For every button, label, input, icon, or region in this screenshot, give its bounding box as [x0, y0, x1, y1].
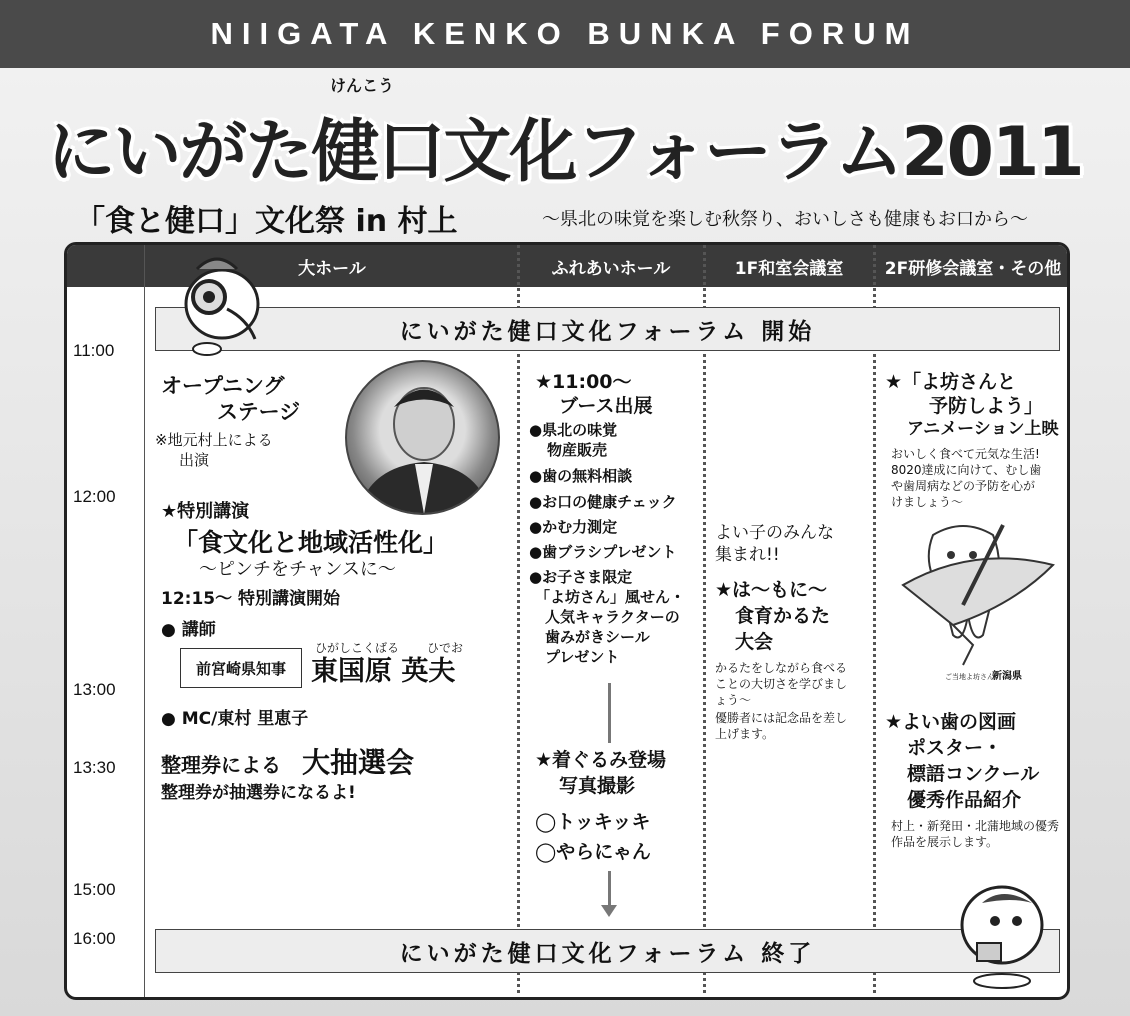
column-header-fureai-hall: ふれあいホール	[551, 258, 671, 279]
karuta-title-3: 大会	[735, 631, 774, 653]
lecturer-name: 東国原 英夫	[311, 656, 456, 687]
anime-title-2: 予防しよう」	[929, 395, 1044, 417]
booth-item: ●歯の無料相談	[529, 467, 633, 485]
karuta-call: よい子のみんな	[715, 523, 834, 543]
karuta-title: ★は～もに～	[715, 579, 828, 601]
opening-stage-title-2: ステージ	[217, 400, 301, 424]
poster-title-3: 標語コンクール	[907, 763, 1040, 785]
poster-desc: 村上・新発田・北蒲地域の優秀	[891, 819, 1060, 833]
karuta-desc: ょう～	[715, 693, 752, 707]
prefecture-logo: 新潟県	[992, 671, 1022, 682]
lecturer-photo	[345, 360, 500, 515]
tagline: ～県北の味覚を楽しむ秋祭り、おいしさも健康もお口から～	[542, 209, 1028, 230]
booth-item: 人気キャラクターの	[545, 608, 680, 626]
booth-title: ブース出展	[559, 395, 653, 417]
booth-item: ●県北の味覚	[529, 421, 618, 439]
time-label: 13:00	[73, 680, 116, 699]
mc-name: ● MC/東村 里恵子	[161, 709, 309, 729]
opening-stage-title: オープニング	[161, 374, 285, 398]
forum-english-title: NIIGATA KENKO BUNKA FORUM	[210, 16, 920, 51]
column-header-main-hall: 大ホール	[298, 258, 366, 279]
column-divider	[703, 245, 706, 1000]
arrow-line	[608, 871, 611, 905]
mascot-toothbrush-illustration	[947, 873, 1057, 991]
poster-title-2: ポスター・	[907, 737, 1003, 759]
mascot-caption: ご当地よ坊さん	[945, 673, 994, 681]
poster-desc: 作品を展示します。	[891, 835, 999, 849]
anime-desc: おいしく食べて元気な生活!	[891, 447, 1040, 461]
column-header-washitsu: 1F和室会議室	[734, 258, 844, 279]
lecturer-label: ● 講師	[161, 620, 216, 640]
booth-item: ●お口の健康チェック	[529, 493, 677, 511]
anime-desc: や歯周病などの予防を心が	[891, 479, 1036, 493]
character-name: ◯トッキッキ	[535, 811, 651, 833]
column-header-kenshu: 2F研修会議室・その他	[884, 258, 1062, 279]
poster-title-4: 優秀作品紹介	[907, 789, 1022, 811]
main-title: にいがた健口文化フォーラム2011	[47, 113, 1083, 192]
column-divider	[873, 245, 876, 1000]
booth-item: 物産販売	[547, 441, 608, 459]
booth-time: ★11:00～	[535, 371, 632, 393]
lottery-note: 整理券が抽選券になるよ!	[161, 783, 356, 803]
time-divider	[144, 245, 145, 1000]
time-label: 12:00	[73, 487, 116, 506]
anime-desc: 8020達成に向けて、むし歯	[891, 463, 1042, 477]
title-ruby: けんこう	[330, 76, 395, 95]
karuta-call-2: 集まれ!!	[715, 545, 780, 565]
lottery-prefix: 整理券による	[161, 753, 281, 777]
mascot-magnifier-illustration	[167, 249, 277, 364]
time-label: 16:00	[73, 929, 116, 948]
poster-title: ★よい歯の図画	[885, 711, 1017, 733]
booth-item: ●かむ力測定	[529, 518, 618, 536]
opening-note-2: 出演	[179, 451, 210, 469]
mascot-event-title: ★着ぐるみ登場	[535, 749, 667, 771]
anime-desc: けましょう～	[891, 495, 964, 509]
opening-note: ※地元村上による	[155, 431, 273, 449]
karuta-title-2: 食育かるた	[735, 605, 831, 627]
lecturer-portrait-icon	[347, 362, 500, 515]
anime-title-3: アニメーション上映	[907, 419, 1059, 439]
lecturer-ruby-family: ひがしこくばる	[315, 641, 400, 655]
column-divider	[517, 245, 520, 1000]
booth-item: ●お子さま限定	[529, 568, 633, 586]
karuta-desc: ことの大切さを学びまし	[715, 677, 848, 691]
lecture-subtitle: ～ピンチをチャンスに～	[199, 559, 396, 580]
karuta-desc: 優勝者には記念品を差し	[715, 711, 848, 725]
karuta-desc: かるたをしながら食べる	[715, 661, 848, 675]
karuta-desc: 上げます。	[715, 727, 775, 741]
lottery-title: 大抽選会	[302, 746, 415, 779]
schedule-table	[64, 242, 1070, 1000]
time-label: 11:00	[73, 341, 115, 360]
booth-item: 歯みがきシール	[545, 628, 650, 646]
end-banner: にいがた健口文化フォーラム 終了	[155, 929, 1060, 973]
character-name: ◯やらにゃん	[535, 841, 651, 863]
lecturer-ruby-given: ひでお	[427, 641, 464, 655]
top-banner	[0, 0, 1130, 68]
start-banner: にいがた健口文化フォーラム 開始	[155, 307, 1060, 351]
lecture-start-time: 12:15～ 特別講演開始	[161, 589, 341, 609]
time-label: 15:00	[73, 880, 116, 899]
booth-item: ●歯ブラシプレゼント	[529, 543, 677, 561]
booth-item: 「よ坊さん」風せん・	[535, 588, 686, 606]
anime-title: ★「よ坊さんと	[885, 371, 1017, 393]
mascot-event-subtitle: 写真撮影	[559, 775, 636, 797]
lecturer-role: 前宮崎県知事	[180, 648, 302, 688]
tooth-mascot-illustration	[893, 515, 1065, 683]
arrow-down-icon	[601, 905, 617, 917]
special-lecture-label: ★特別講演	[161, 501, 250, 522]
booth-item: プレゼント	[545, 648, 620, 666]
lecture-title: 「食文化と地域活性化」	[173, 528, 449, 557]
sub-title: 「食と健口」文化祭 in 村上	[75, 204, 458, 239]
arrow-line	[608, 683, 611, 743]
time-label: 13:30	[73, 758, 116, 777]
